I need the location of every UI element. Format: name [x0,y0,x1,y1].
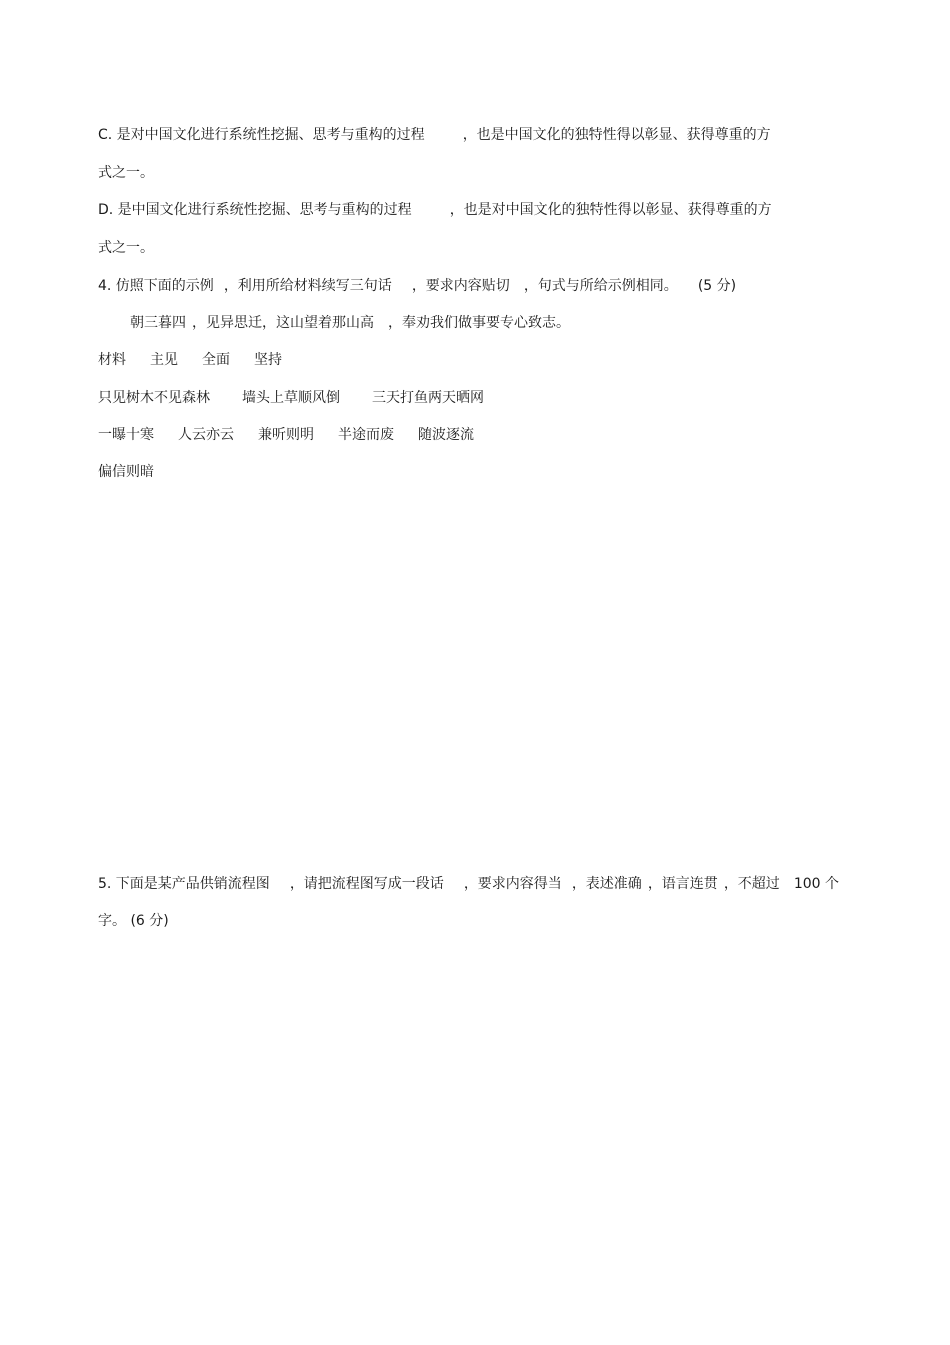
material-keyword: 主见 [150,352,178,368]
option-d-continuation: 式之一。 [98,240,154,256]
q4-prompt-part2: ，利用所给材料续写三句话 [223,278,392,294]
material-idiom: 偏信则暗 [98,464,154,480]
question-5-continuation [98,911,169,931]
q4-score: (5 分) [697,278,737,294]
q4-example [130,313,570,333]
q4-prompt-part3: ，要求内容贴切 [411,278,510,294]
material-idiom: 半途而废 [338,427,394,443]
q5-prompt-part5: ，语言连贯 [647,876,718,892]
material-idiom: 人云亦云 [178,427,234,443]
option-c-continuation: 式之一。 [98,165,154,181]
q5-prompt-part4: ，表述准确 [571,876,642,892]
q5-continuation-text: 字。 (6 分) [98,913,169,929]
material-idiom: 兼听则明 [258,427,314,443]
option-c-text-part1: C. 是对中国文化进行系统性挖掘、思考与重构的过程 [98,127,425,143]
q5-prompt-part7: 100 个 [793,876,839,892]
q5-prompt-part6: ，不超过 [723,876,780,892]
option-d-line2 [98,238,154,258]
q5-prompt-part3: ，要求内容得当 [463,876,562,892]
option-d-text-part1: D. 是中国文化进行系统性挖掘、思考与重构的过程 [98,202,412,218]
option-c-text-part2: ，也是中国文化的独特性得以彰显、获得尊重的方 [462,127,771,143]
option-c-line2 [98,163,154,183]
q4-example-part1: 朝三暮四 [130,315,186,331]
q4-materials-row2 [98,388,484,408]
question-5-prompt [98,874,839,894]
option-c-line1 [98,125,771,145]
question-4-prompt [98,276,736,296]
q4-prompt-part4: ，句式与所给示例相同。 [523,278,678,294]
q4-materials-row4 [98,462,154,482]
option-d-line1 [98,200,772,220]
q4-materials-row3 [98,425,474,445]
material-idiom: 只见树木不见森林 [98,390,210,406]
q4-example-part3: ，奉劝我们做事要专心致志。 [388,315,570,331]
q5-prompt-part1: 5. 下面是某产品供销流程图 [98,876,270,892]
material-idiom: 三天打鱼两天晒网 [372,390,484,406]
material-keyword: 全面 [202,352,230,368]
material-idiom: 一曝十寒 [98,427,154,443]
option-d-text-part2: ，也是对中国文化的独特性得以彰显、获得尊重的方 [449,202,772,218]
material-idiom: 随波逐流 [418,427,474,443]
q4-materials-row1 [98,350,282,370]
q4-prompt-part1: 4. 仿照下面的示例 [98,278,214,294]
materials-label: 材料 [98,352,126,368]
material-idiom: 墙头上草顺风倒 [242,390,340,406]
q4-example-part2: ，见异思迁，这山望着那山高 [192,315,374,331]
material-keyword: 坚持 [254,352,282,368]
q5-prompt-part2: ，请把流程图写成一段话 [289,876,444,892]
